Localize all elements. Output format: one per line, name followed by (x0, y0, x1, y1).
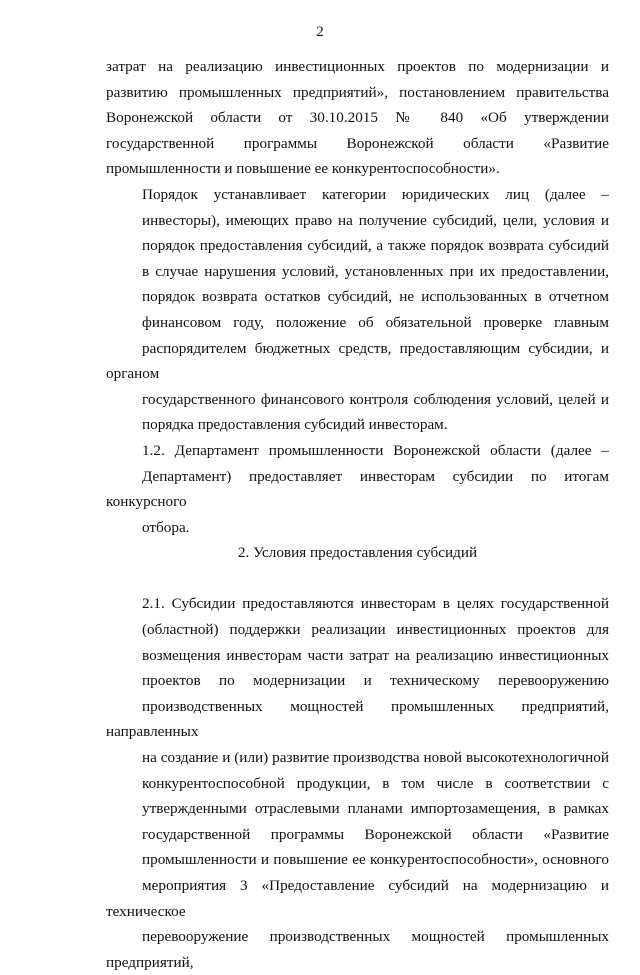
text-line: возмещения инвесторам части затрат на реализацию инвестиционных (142, 646, 609, 664)
text-line: производственных мощностей промышленных предприятий, направленных (106, 697, 609, 741)
text-line: развитию промышленных предприятий», постановлением правительства (106, 83, 609, 101)
document-body (106, 54, 609, 975)
text-line: мероприятия 3 «Предоставление субсидий на модернизацию и техническое (106, 877, 609, 920)
text-line: порядок предоставления субсидий, а также порядок возврата субсидий (142, 237, 609, 255)
text-line: порядок возврата остатков субсидий, не использованных в отчетном (142, 288, 609, 306)
text-line: конкурентоспособной продукции, в том числе в соответствии с (142, 774, 609, 792)
text-line: 1.2. Департамент промышленности Воронежской области (далее – (142, 441, 609, 459)
text-line: проектов по модернизации и техническому перевооружению (142, 672, 609, 690)
text-line: государственной программы Воронежской области «Развитие (106, 134, 609, 152)
text-line: государственного финансового контроля соблюдения условий, целей и (142, 390, 609, 408)
text-line: в случае нарушения условий, установленных при их предоставлении, (142, 262, 609, 280)
text-line: инвесторы), имеющих право на получение субсидий, цели, условия и (142, 211, 609, 229)
text-line: порядка предоставления субсидий инвесторам. (142, 416, 448, 434)
text-line: перевооружение производственных мощностей промышленных предприятий, (106, 928, 609, 971)
spacer (106, 566, 609, 592)
paragraph-2-1 (106, 591, 609, 975)
text-line: Воронежской области от 30.10.2015 № 840 «Об утверждении (106, 109, 609, 127)
text-line: (областной) поддержки реализации инвестиционных проектов для (142, 621, 609, 639)
page-number: 2 (316, 24, 324, 40)
text-line: финансовом году, положение об обязательной проверке главным (142, 313, 609, 331)
text-line: отбора. (142, 518, 190, 536)
text-line: промышленности и повышение ее конкурентоспособности». (106, 160, 500, 178)
text-line: распорядителем бюджетных средств, предоставляющим субсидии, и органом (106, 339, 609, 383)
text-line: на создание и (или) развитие производства новой высокотехнологичной (142, 749, 609, 767)
text-line: государственной программы Воронежской области «Развитие (142, 825, 609, 843)
text-line: утвержденными отраслевыми планами импортозамещения, в рамках (142, 800, 609, 818)
paragraph-procedure (106, 182, 609, 438)
text-line: Департамент) предоставляет инвесторам субсидии по итогам конкурсного (106, 467, 609, 511)
paragraph-1-2 (106, 438, 609, 540)
paragraph-continuation (106, 54, 609, 182)
text-line: 2.1. Субсидии предоставляются инвесторам в целях государственной (142, 595, 609, 613)
text-line: затрат на реализацию инвестиционных проектов по модернизации и (106, 58, 609, 75)
text-line: Порядок устанавливает категории юридических лиц (далее – (142, 185, 609, 203)
text-line: промышленности и повышение ее конкурентоспособности», основного (142, 851, 609, 869)
section-heading: 2. Условия предоставления субсидий (237, 544, 478, 562)
